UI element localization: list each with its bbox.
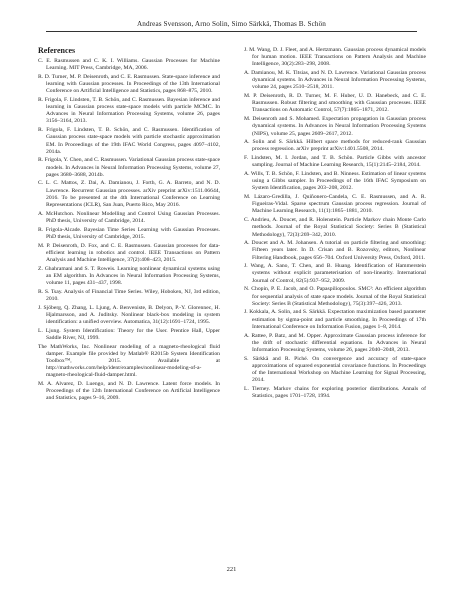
reference-entry: L. Tierney. Markov chains for exploring posterior distributions. Annals of Statistics, pages 1701–1728, 1994. (244, 385, 426, 399)
reference-entry: F. Lindsten, M. I. Jordan, and T. B. Schön. Particle Gibbs with ancestor sampling. Journal of Machine Learning Research, 15(1):2145–2184, 2014. (244, 155, 426, 169)
reference-entry: A. Rattee, P. Batz, and M. Opper. Approximate Gaussian process inference for the drift of stochastic differential equations. In Advances in Neural Information Processing Systems, volume 26, pages 2040–2048, 2013. (244, 332, 426, 353)
reference-entry: R. D. Turner, M. P. Deisenroth, and C. E. Rasmussen. State-space inference and learning with Gaussian processes. In Proceedings of the 13th International Conference on Artificial Intelligence and Statistics, pages 868–875, 2010. (38, 73, 220, 95)
header-rule (46, 31, 417, 32)
reference-entry: A. Doucet and A. M. Johansen. A tutorial on particle filtering and smoothing: Fifteen years later. In D. Crisan and B. Rozovsky, editors, Nonlinear Filtering Handbook, pages 656–704. Oxford University Press, Oxford, 2011. (244, 240, 426, 261)
references-heading: References (38, 46, 76, 55)
reference-entry: A. McHutchon. Nonlinear Modelling and Control Using Gaussian Processes. PhD thesis, University of Cambridge, 2014. (38, 210, 220, 224)
references-left-column (38, 58, 220, 404)
page-number: 221 (226, 566, 237, 573)
reference-entry: N. Chopin, P. E. Jacob, and O. Papaspiliopoulos. SMC²: An efficient algorithm for sequential analysis of state space models. Journal of the Royal Statistical Society: Series B (Statistical Methodology), 75(3):397–426, 2013. (244, 286, 426, 307)
reference-entry: R. Frigola, F. Lindsten, T. B. Schön, and C. Rasmussen. Bayesian inference and learning in Gaussian process state-space models with particle MCMC. In Advances in Neural Information Processing Systems, volume 26, pages 3156–3164, 2013. (38, 96, 220, 125)
reference-entry: M. P. Deisenroth, R. D. Turner, M. F. Huber, U. D. Hanebeck, and C. E. Rasmussen. Robust filtering and smoothing with Gaussian processes. IEEE Transactions on Automatic Control, 57(7):1865–1871, 2012. (244, 93, 426, 114)
reference-entry: M. Deisenroth and S. Mohamed. Expectation propagation in Gaussian process dynamical systems. In Advances in Neural Information Processing Systems (NIPS), volume 25, pages 2609–2617, 2012. (244, 116, 426, 137)
reference-entry: J. Wang, A. Sano, T. Chen, and B. Huang. Identification of Hammerstein systems without explicit parameterisation of non-linearity. International Journal of Control, 82(5):937–952, 2009. (244, 263, 426, 284)
reference-entry: A. Wills, T. B. Schön, F. Lindsten, and B. Ninness. Estimation of linear systems using a Gibbs sampler. In Proceedings of the 16th IFAC Symposium on System Identification, pages 203–208, 2012. (244, 171, 426, 192)
reference-entry: R. Frigola, Y. Chen, and C. Rasmussen. Variational Gaussian process state-space models. In Advances in Neural Information Processing Systems, volume 27, pages 3680–3688, 2014b. (38, 157, 220, 178)
reference-entry: R. Frigola-Alcade. Bayesian Time Series Learning with Gaussian Processes. PhD thesis, University of Cambridge, 2015. (38, 226, 220, 240)
reference-entry: R. S. Tsay. Analysis of Financial Time Series. Wiley, Hoboken, NJ, 3rd edition, 2010. (38, 288, 220, 302)
references-right-column (244, 47, 426, 402)
reference-entry: C. Andrieu, A. Doucet, and R. Holenstein. Particle Markov chain Monte Carlo methods. Journal of the Royal Statistical Society: Series B (Statistical Methodology), 72(3):269–342, 2010. (244, 217, 426, 238)
reference-entry: M. P. Deisenroth, D. Fox, and C. E. Rasmussen. Gaussian processes for data-efficient learning in robotics and control. IEEE Transactions on Pattern Analysis and Machine Intelligence, 37(2):408–423, 2015. (38, 242, 220, 263)
running-head: Andreas Svensson, Arno Solin, Simo Särkkä, Thomas B. Schön (137, 20, 326, 28)
reference-entry: J. Sjöberg, Q. Zhang, L. Ljung, A. Benveniste, B. Delyon, P.-Y. Glorennec, H. Hjalmarsson, and A. Juditsky. Nonlinear black-box modeling in system identification: a unified overview. Automatica, 31(12):1691–1724, 1995. (38, 304, 220, 325)
reference-entry: M. A. Alvarez, D. Luengo, and N. D. Lawrence. Latent force models. In Proceedings of the 12th International Conference on Artificial Intelligence and Statistics, pages 9–16, 2009. (38, 380, 220, 402)
reference-entry: L. Ljung. System Identification: Theory for the User. Prentice Hall, Upper Saddle River, NJ, 1999. (38, 327, 220, 341)
reference-entry: The MathWorks, Inc. Nonlinear modeling of a magneto-rheological fluid damper. Example file provided by Matlab® R2015b System Identification Toolbox™, 2015. Available at http://mathworks.com/help/ident/examples/nonlinear-modeling-of-a-magneto-rheological-fluid-damper.html. (38, 343, 220, 379)
reference-entry: Z. Ghahramani and S. T. Roweis. Learning nonlinear dynamical systems using an EM algorithm. In Advances in Neural Information Processing Systems, volume 11, pages 431–437, 1998. (38, 265, 220, 286)
reference-entry: R. Frigola, F. Lindsten, T. B. Schön, and C. Rasmussen. Identification of Gaussian process state-space models with particle stochastic approximation EM. In Proceedings of the 19th IFAC World Congress, pages 4097–4102, 2014a. (38, 127, 220, 155)
reference-entry: M. Lázaro-Gredilla, J. Quiñonero-Candela, C. E. Rasmussen, and A. R. Figueiras-Vidal. Sparse spectrum Gaussian process regression. Journal of Machine Learning Research, 11(1):1865–1881, 2010. (244, 194, 426, 215)
reference-entry: A. Damianou, M. K. Titsias, and N. D. Lawrence. Variational Gaussian process dynamical systems. In Advances in Neural Information Processing Systems, volume 24, pages 2510–2518, 2011. (244, 70, 426, 91)
reference-entry: C. E. Rasmussen and C. K. I. Williams. Gaussian Processes for Machine Learning. MIT Press, Cambridge, MA, 2006. (38, 58, 220, 72)
reference-entry: A. Solin and S. Särkkä. Hilbert space methods for reduced-rank Gaussian process regression. arXiv preprint arXiv:1401.5508, 2014. (244, 139, 426, 153)
reference-entry: J. Kokkala, A. Solin, and S. Särkkä. Expectation maximization based parameter estimation by sigma-point and particle smoothing. In Proceedings of 17th International Conference on Information Fusion, pages 1–8, 2014. (244, 309, 426, 330)
reference-entry: J. M. Wang, D. J. Fleet, and A. Hertzmann. Gaussian process dynamical models for human motion. IEEE Transactions on Pattern Analysis and Machine Intelligence, 30(2):283–298, 2008. (244, 47, 426, 68)
reference-entry: S. Särkkä and R. Piché. On convergence and accuracy of state-space approximations of squared exponential covariance functions. In Proceedings of the International Workshop on Machine Learning for Signal Processing, 2014. (244, 355, 426, 384)
reference-entry: C. L. C. Mattos, Z. Dai, A. Damianou, J. Forth, G. A. Barreto, and N. D. Lawrence. Recurrent Gaussian processes. arXiv preprint arXiv:1511.06644, 2016. To be presented at the 4th International Conference on Learning Representations (ICLR), San Juan, Puerto Rico, May 2016. (38, 180, 220, 208)
